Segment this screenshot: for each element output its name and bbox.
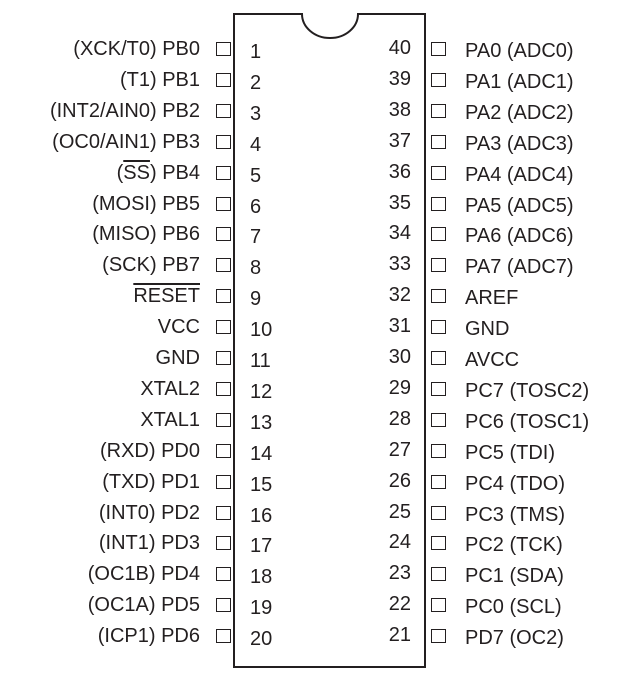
pin-pad-right (431, 227, 446, 241)
pin-alt-function: (INT1) (98, 532, 156, 555)
pin-pad-left (216, 197, 231, 211)
pin-name: PD4 (161, 563, 200, 586)
pin-pad-left (216, 351, 231, 365)
pin-pad-right (431, 258, 446, 272)
pin-label-right (465, 503, 565, 527)
pin-number-left: 9 (250, 288, 262, 311)
pin-number-right: 30 (388, 346, 411, 368)
pin-alt-function: (ADC0) (506, 40, 574, 62)
pin-alt-function: (ADC5) (506, 194, 574, 217)
pin-label-left (99, 531, 200, 555)
pin-name: PA1 (465, 70, 502, 93)
pin-name: PC4 (465, 472, 504, 495)
pin-alt-function: (MISO) (92, 223, 157, 246)
pin-number-right: 21 (388, 624, 411, 647)
pin-alt-function: (TDI) (509, 441, 556, 464)
pin-alt-function: (TMS) (509, 503, 566, 526)
pin-number-left: 19 (250, 597, 273, 620)
pin-number-right: 27 (388, 438, 411, 461)
pin-pad-right (431, 73, 446, 87)
pin-pad-left (216, 567, 231, 581)
pin-pad-left (216, 289, 231, 303)
pin-pad-right (431, 166, 446, 180)
pin-label-right (465, 163, 574, 187)
pin-label-left (52, 130, 200, 154)
pin-number-left: 3 (250, 102, 262, 125)
pin-label-right (465, 286, 518, 310)
pin-alt-function: (ADC3) (506, 132, 574, 155)
pin-number-left: 14 (250, 442, 273, 465)
pin-name: PD1 (161, 470, 200, 493)
pin-name: PA5 (465, 194, 502, 217)
pin-alt-function: (TOSC2) (509, 379, 590, 402)
pin-label-left (73, 37, 200, 61)
pin-name: PC7 (465, 379, 504, 402)
pin-label-left (50, 99, 200, 123)
pin-name: PD6 (161, 625, 200, 648)
pin-label-left (156, 346, 200, 370)
pin-number-right: 33 (388, 253, 411, 276)
pin-pad-right (431, 42, 446, 56)
pin-alt-function: (MOSI) (92, 192, 157, 215)
pin-pad-right (431, 135, 446, 149)
pin-number-right: 24 (388, 531, 411, 554)
pin-label-left (92, 222, 200, 246)
pin-pad-left (216, 598, 231, 612)
pin-label-left (88, 562, 200, 586)
pin-name: GND (155, 347, 200, 369)
pin-pad-left (216, 629, 231, 643)
pin-name: PB5 (162, 192, 200, 215)
pin-name: PD7 (465, 627, 504, 650)
pin-name: PA6 (465, 225, 502, 248)
pin-pad-left (216, 73, 231, 87)
pin-alt-overlined: $\overline{SS}$ (123, 161, 150, 184)
pin-label-right (465, 410, 589, 434)
pin-name: PB4 (162, 161, 200, 184)
pin-number-right: 22 (388, 593, 411, 616)
pin-pad-right (431, 506, 446, 520)
pin-name: PA3 (465, 132, 502, 155)
pin-alt-function: (INT2/AIN0) (49, 99, 157, 122)
pin-label-right (465, 533, 563, 557)
pin-alt-function: (ICP1) (97, 625, 156, 648)
pin-pad-right (431, 320, 446, 334)
pin-pad-right (431, 104, 446, 118)
pin-pad-left (216, 506, 231, 520)
pin-alt-function: (TCK) (509, 534, 563, 557)
pin-name: PA4 (465, 163, 502, 186)
pin-number-right: 32 (388, 284, 411, 307)
pin-number-right: 40 (388, 37, 411, 59)
pin-pad-left (216, 42, 231, 56)
pin-label-right (465, 595, 562, 619)
pin-name: VCC (157, 316, 200, 339)
pin-label-right (465, 317, 509, 341)
pin-pad-left (216, 227, 231, 241)
pin-label-right (465, 379, 589, 403)
pin-name: PA2 (465, 101, 502, 124)
pin-number-right: 26 (388, 469, 411, 492)
pin-label-left (92, 192, 200, 216)
pin-name: AREF (465, 287, 519, 310)
pin-number-right: 39 (388, 67, 411, 90)
pin-alt-function: (ADC6) (506, 225, 574, 248)
pin-name: PB6 (162, 223, 200, 246)
pin-number-right: 36 (388, 160, 411, 183)
pin-number-left: 17 (250, 535, 273, 558)
pin-alt-function: (OC1B) (87, 563, 156, 586)
pin-alt-function: (OC0/AIN1) (52, 130, 157, 153)
pin-label-left (98, 624, 200, 648)
pin-name: XTAL1 (140, 408, 200, 431)
pin-number-left: 2 (250, 71, 262, 94)
pin-alt-function: (TDO) (509, 472, 566, 495)
pin-number-left: 12 (250, 380, 273, 403)
pin-name: PC6 (465, 410, 504, 433)
pin-label-left (102, 470, 200, 494)
pin-number-left: 13 (250, 411, 273, 434)
pin-number-right: 34 (388, 222, 411, 245)
pin-pad-right (431, 567, 446, 581)
pin-pad-right (431, 413, 446, 427)
pin-number-left: 1 (250, 41, 262, 63)
pin-label-right (465, 70, 574, 94)
pin-number-right: 37 (388, 129, 411, 152)
pin-name: PB7 (162, 254, 200, 277)
pin-name: PB1 (162, 68, 200, 91)
pin-label-left (133, 284, 200, 308)
pin-name: PB3 (162, 130, 200, 153)
pin-number-left: 5 (250, 164, 262, 187)
pin-pad-right (431, 444, 446, 458)
pin-label-left (120, 68, 200, 92)
pin-label-left (99, 501, 200, 525)
pin-number-left: 15 (250, 473, 273, 496)
pin-pad-left (216, 444, 231, 458)
pin-number-right: 23 (388, 562, 411, 585)
pin-alt-function: (ADC1) (506, 70, 574, 93)
pin-number-left: 4 (250, 133, 262, 156)
pin-alt-function: (SCL) (509, 596, 562, 619)
pin-name: PD5 (161, 594, 200, 617)
pin-pad-right (431, 598, 446, 612)
pin-name: PA7 (465, 256, 502, 279)
pin-label-right (465, 39, 574, 63)
pin-number-right: 31 (388, 315, 411, 338)
pin-name: GND (465, 318, 510, 341)
pin-name: PC0 (465, 596, 504, 619)
pin-pad-left (216, 258, 231, 272)
pin-alt-function: (ADC7) (506, 256, 574, 279)
pin-alt-function: (INT0) (98, 501, 156, 524)
pin-pad-right (431, 629, 446, 643)
pin-label-left (117, 161, 200, 185)
pin-name: RESET (133, 285, 200, 308)
pin-pad-left (216, 104, 231, 118)
pin-label-right (465, 255, 574, 279)
pin-name: PC3 (465, 503, 504, 526)
pin-number-left: 6 (250, 195, 262, 218)
pin-pad-left (216, 536, 231, 550)
pin-pad-left (216, 475, 231, 489)
pin-name: PC1 (465, 565, 504, 588)
pin-number-left: 11 (250, 350, 271, 372)
pin-number-right: 29 (388, 376, 411, 399)
pin-pad-right (431, 475, 446, 489)
pin-label-left (140, 408, 200, 432)
pin-pad-right (431, 536, 446, 550)
pin-alt-function: (OC1A) (87, 594, 156, 617)
pin-label-right (465, 472, 565, 496)
pin-pad-left (216, 166, 231, 180)
pin-label-right (465, 564, 564, 588)
pin-name: PD0 (161, 439, 200, 462)
pin-name: PC2 (465, 534, 504, 557)
pin-name: AVCC (465, 349, 520, 371)
pin-label-right (465, 348, 519, 372)
pin-pad-right (431, 197, 446, 211)
pin-pad-left (216, 413, 231, 427)
pin-pad-right (431, 382, 446, 396)
pin-label-right (465, 194, 574, 218)
pin-number-left: 16 (250, 504, 273, 527)
pin-alt-function: (SCK) (102, 254, 157, 277)
pin-label-left (102, 253, 200, 277)
pin-number-right: 38 (388, 98, 411, 121)
pin-pad-right (431, 289, 446, 303)
pin-number-left: 18 (250, 566, 273, 589)
pin-name: PD2 (161, 501, 200, 524)
pin-alt-function: (T1) (119, 68, 157, 91)
pin-label-right (465, 224, 574, 248)
pin-label-left (100, 439, 200, 463)
pin-name: PB0 (162, 38, 200, 60)
pin-name: PC5 (465, 441, 504, 464)
pin-label-right (465, 132, 574, 156)
pin-number-left: 10 (250, 319, 273, 342)
pin-alt-function: (TOSC1) (509, 410, 590, 433)
pin-name: PB2 (162, 99, 200, 122)
pin-alt-function: (OC2) (509, 627, 564, 650)
pin-number-left: 7 (250, 226, 262, 249)
pin-alt-function: (ADC2) (506, 101, 574, 124)
pin-label-left (158, 315, 200, 339)
pin-label-right (465, 626, 564, 650)
pin-number-right: 25 (388, 500, 411, 523)
pin-label-left (140, 377, 200, 401)
pin-name: XTAL2 (140, 377, 200, 400)
pin-number-right: 35 (388, 191, 411, 214)
pin-number-left: 8 (250, 257, 262, 280)
pin-name: PD3 (161, 532, 200, 555)
pin-alt-function: (TXD) (102, 470, 156, 493)
pin-alt-function: (XCK/T0) (73, 38, 157, 60)
pin-alt-function: $(\overline{SS})$ (116, 161, 157, 184)
pin-pad-left (216, 320, 231, 334)
pin-pad-right (431, 351, 446, 365)
pin-pad-left (216, 135, 231, 149)
pin-label-right (465, 101, 574, 125)
pin-name: PA0 (465, 40, 502, 62)
pin-pad-left (216, 382, 231, 396)
pin-label-left (88, 593, 200, 617)
pin-alt-function: (RXD) (99, 439, 156, 462)
pin-number-right: 28 (388, 407, 411, 430)
pin-label-right (465, 441, 555, 465)
pin-number-left: 20 (250, 628, 273, 651)
pin-alt-function: (ADC4) (506, 163, 574, 186)
pin-alt-function: (SDA) (509, 565, 564, 588)
